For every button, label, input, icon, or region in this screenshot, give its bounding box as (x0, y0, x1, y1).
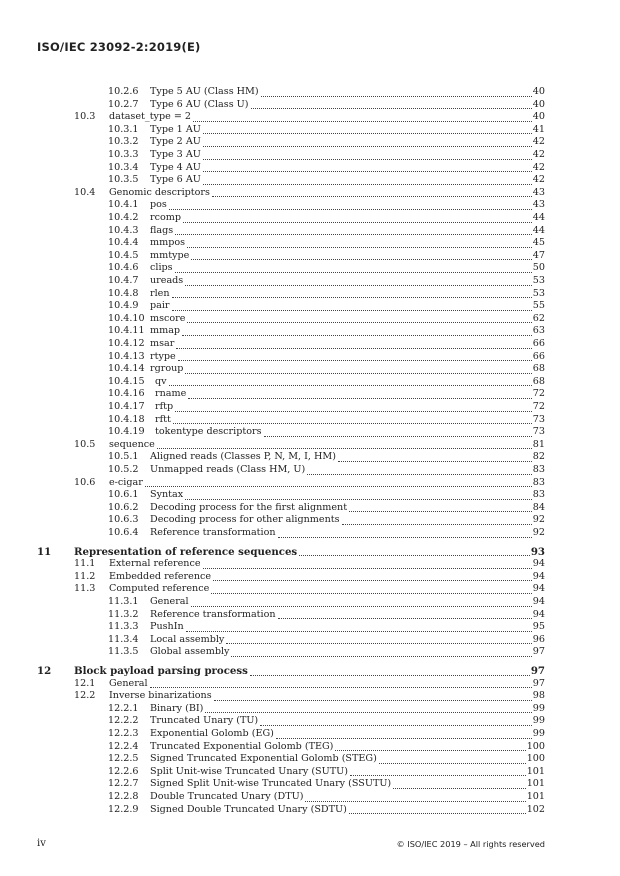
toc-entry-page: 92 (532, 527, 545, 538)
dot-leader (182, 335, 532, 336)
dot-leader (214, 700, 532, 701)
toc-entry-page: 83 (532, 489, 545, 501)
toc-entry-page: 41 (532, 123, 545, 135)
dot-leader (261, 96, 532, 97)
toc-entry-page: 68 (532, 375, 545, 387)
toc-entry-number: 10.4.7 (108, 275, 139, 286)
toc-entry-title: mmtype (150, 249, 190, 261)
toc-entry-title: Reference transformation (150, 527, 276, 538)
toc-entry-page: 44 (532, 212, 545, 223)
dot-leader (203, 159, 532, 160)
dot-leader (203, 133, 532, 134)
toc-entry-number: 12.2.3 (108, 728, 139, 739)
toc-entry-title: Global assembly (150, 646, 230, 658)
toc-entry[interactable] (0, 187, 620, 200)
toc-entry[interactable] (0, 703, 620, 716)
toc-entry-page: 72 (532, 401, 545, 412)
toc-entry[interactable] (0, 571, 620, 584)
toc-entry-number: 11.3.5 (108, 646, 139, 658)
toc-entry-number: 10.4 (74, 186, 96, 198)
toc-entry-number: 12.2.9 (108, 803, 139, 815)
toc-entry[interactable] (0, 99, 620, 112)
toc-entry[interactable] (0, 634, 620, 647)
toc-entry-page: 102 (526, 803, 545, 815)
toc-entry[interactable] (0, 162, 620, 175)
toc-entry-page: 101 (526, 778, 545, 790)
toc-entry-number: 10.2.7 (108, 98, 139, 110)
toc-entry-page: 42 (532, 149, 545, 160)
toc-entry-number: 10.4.17 (108, 401, 145, 412)
toc-entry[interactable] (0, 715, 620, 728)
document-header: ISO/IEC 23092-2:2019(E) (37, 40, 201, 54)
toc-entry-title: rftp (155, 401, 174, 412)
toc-entry-title: General (109, 677, 148, 689)
dot-leader (187, 322, 531, 323)
toc-entry[interactable] (0, 690, 620, 703)
dot-leader (349, 511, 532, 512)
toc-entry-page: 96 (532, 633, 545, 645)
toc-entry-number: 12.2.2 (108, 715, 139, 727)
toc-entry-title: dataset_type = 2 (109, 111, 192, 123)
toc-entry-number: 10.4.5 (108, 249, 139, 261)
toc-entry-title: Type 5 AU (Class HM) (150, 86, 259, 97)
toc-entry[interactable] (0, 527, 620, 540)
toc-entry-title: rtype (150, 350, 176, 362)
toc-entry[interactable] (0, 464, 620, 477)
toc-entry-title: PushIn (150, 621, 184, 633)
toc-entry-number: 10.4.11 (108, 325, 145, 337)
toc-entry-page: 83 (532, 464, 545, 475)
toc-entry-title: Double Truncated Unary (DTU) (150, 791, 304, 802)
dot-leader (276, 738, 532, 739)
toc-entry[interactable] (0, 791, 620, 804)
toc-entry-page: 94 (532, 558, 545, 570)
toc-entry-page: 42 (532, 161, 545, 173)
dot-leader (178, 360, 532, 361)
toc-entry[interactable] (0, 149, 620, 162)
dot-leader (185, 285, 532, 286)
dot-leader (172, 297, 532, 298)
toc-entry-number: 12.2.6 (108, 765, 139, 777)
toc-entry-number: 10.4.19 (108, 426, 145, 438)
dot-leader (299, 555, 530, 556)
toc-entry-page: 62 (532, 312, 545, 324)
toc-entry-number: 10.3 (74, 111, 96, 123)
copyright-notice: © ISO/IEC 2019 – All rights reserved (396, 839, 545, 849)
dot-leader (173, 423, 532, 424)
toc-entry-page: 40 (532, 111, 545, 123)
toc-entry-page: 66 (532, 338, 545, 349)
toc-entry-page: 98 (532, 690, 545, 702)
toc-entry-title: Type 2 AU (150, 136, 201, 148)
toc-entry[interactable] (0, 288, 620, 301)
toc-entry-title: Signed Truncated Exponential Golomb (STEG) (150, 753, 377, 765)
toc-entry-page: 82 (532, 451, 545, 463)
toc-entry-page: 81 (532, 438, 545, 450)
toc-entry-number: 11 (37, 545, 52, 558)
toc-entry-page: 43 (532, 199, 545, 211)
toc-entry-page: 97 (530, 665, 545, 677)
toc-entry[interactable] (0, 363, 620, 376)
toc-entry-number: 10.5.1 (108, 451, 139, 463)
toc-entry[interactable] (0, 546, 620, 559)
toc-entry-page: 92 (532, 514, 545, 526)
toc-entry[interactable] (0, 596, 620, 609)
dot-leader (250, 675, 530, 676)
dot-leader (175, 411, 532, 412)
toc-entry-title: rgroup (150, 363, 184, 375)
toc-entry-page: 40 (532, 98, 545, 110)
toc-entry[interactable] (0, 300, 620, 313)
toc-entry[interactable] (0, 111, 620, 124)
toc-entry-number: 10.4.8 (108, 287, 139, 299)
toc-entry[interactable] (0, 489, 620, 502)
toc-entry-number: 10.3.1 (108, 123, 139, 135)
toc-entry-number: 10.4.3 (108, 224, 139, 236)
dot-leader (212, 196, 532, 197)
dot-leader (260, 725, 532, 726)
toc-entry[interactable] (0, 753, 620, 766)
toc-entry-number: 10.2.6 (108, 86, 139, 97)
toc-entry-number: 10.3.4 (108, 161, 139, 173)
dot-leader (172, 310, 532, 311)
toc-entry-page: 99 (532, 715, 545, 727)
toc-entry-number: 10.5.2 (108, 464, 139, 475)
toc-entry[interactable] (0, 646, 620, 659)
toc-entry-title: qv (155, 375, 167, 387)
toc-entry[interactable] (0, 621, 620, 634)
dot-leader (175, 272, 532, 273)
toc-entry-title: Type 4 AU (150, 161, 201, 173)
toc-entry-title: rname (155, 388, 187, 400)
toc-entry-number: 10.4.12 (108, 338, 145, 349)
toc-entry[interactable] (0, 778, 620, 791)
toc-entry-title: Split Unit-wise Truncated Unary (SUTU) (150, 765, 348, 777)
dot-leader (187, 247, 532, 248)
toc-entry-page: 42 (532, 174, 545, 186)
toc-entry[interactable] (0, 741, 620, 754)
toc-entry-page: 93 (530, 545, 545, 558)
toc-entry-page: 97 (532, 646, 545, 658)
dot-leader (185, 373, 531, 374)
toc-entry-number: 10.6 (74, 476, 96, 488)
toc-entry-title: Embedded reference (109, 570, 212, 582)
toc-entry-page: 73 (532, 413, 545, 425)
toc-entry[interactable] (0, 583, 620, 596)
toc-entry-title: tokentype descriptors (155, 426, 262, 438)
toc-entry-title: Unmapped reads (Class HM, U) (150, 464, 306, 475)
toc-entry-number: 10.4.10 (108, 312, 145, 324)
toc-entry-title: Type 6 AU (150, 174, 201, 186)
toc-entry-title: Genomic descriptors (109, 186, 210, 198)
dot-leader (264, 436, 532, 437)
toc-entry-title: mmap (150, 325, 181, 337)
toc-entry-title: pos (150, 199, 167, 211)
toc-entry-page: 99 (532, 728, 545, 739)
toc-entry-page: 45 (532, 237, 545, 249)
toc-entry-number: 11.3.2 (108, 608, 139, 620)
toc-entry-page: 100 (526, 740, 545, 752)
toc-entry-title: Decoding process for the first alignment (150, 501, 348, 513)
dot-leader (335, 750, 525, 751)
toc-entry[interactable] (0, 338, 620, 351)
dot-leader (251, 108, 532, 109)
dot-leader (307, 474, 532, 475)
toc-entry[interactable] (0, 426, 620, 439)
toc-entry-page: 53 (532, 287, 545, 299)
toc-entry-title: Type 3 AU (150, 149, 201, 160)
dot-leader (231, 656, 531, 657)
toc-entry-page: 94 (532, 570, 545, 582)
dot-leader (203, 171, 532, 172)
dot-leader (278, 618, 532, 619)
toc-entry-title: Aligned reads (Classes P, N, M, I, HM) (150, 451, 336, 463)
dot-leader (191, 606, 532, 607)
toc-entry-number: 10.3.5 (108, 174, 139, 186)
toc-entry-page: 73 (532, 426, 545, 438)
toc-entry-page: 95 (532, 621, 545, 633)
toc-entry-page: 55 (532, 300, 545, 312)
toc-entry-number: 12.2.8 (108, 791, 139, 802)
toc-entry-title: Type 6 AU (Class U) (150, 98, 249, 110)
toc-entry-title: Local assembly (150, 633, 225, 645)
toc-entry[interactable] (0, 678, 620, 691)
toc-entry-number: 12.2.5 (108, 753, 139, 765)
toc-entry[interactable] (0, 199, 620, 212)
dot-leader (203, 568, 532, 569)
toc-entry-number: 10.6.1 (108, 489, 139, 501)
toc-entry-title: External reference (109, 558, 201, 570)
dot-leader (145, 486, 532, 487)
toc-entry-number: 10.3.2 (108, 136, 139, 148)
toc-entry-page: 100 (526, 753, 545, 765)
dot-leader (393, 788, 526, 789)
dot-leader (169, 385, 532, 386)
toc-entry-title: Binary (BI) (150, 702, 204, 714)
dot-leader (150, 687, 532, 688)
toc-entry-number: 11.3.4 (108, 633, 139, 645)
toc-entry-title: Inverse binarizations (109, 690, 212, 702)
toc-entry-number: 11.2 (74, 570, 96, 582)
dot-leader (205, 712, 531, 713)
toc-entry-number: 12.2 (74, 690, 96, 702)
toc-entry[interactable] (0, 124, 620, 137)
toc-entry-number: 11.3.3 (108, 621, 139, 633)
dot-leader (157, 448, 532, 449)
toc-entry[interactable] (0, 262, 620, 275)
toc-entry[interactable] (0, 376, 620, 389)
dot-leader (338, 461, 532, 462)
toc-entry[interactable] (0, 136, 620, 149)
toc-entry-page: 44 (532, 224, 545, 236)
toc-entry-title: rcomp (150, 212, 181, 223)
toc-entry-number: 11.1 (74, 558, 96, 570)
toc-entry[interactable] (0, 351, 620, 364)
toc-entry-page: 68 (532, 363, 545, 375)
dot-leader (191, 259, 531, 260)
toc-entry[interactable] (0, 275, 620, 288)
dot-leader (278, 537, 532, 538)
toc-entry-page: 99 (532, 702, 545, 714)
toc-entry-title: Truncated Exponential Golomb (TEG) (150, 740, 334, 752)
toc-entry[interactable] (0, 86, 620, 99)
toc-entry-number: 10.5 (74, 438, 96, 450)
toc-entry-page: 50 (532, 262, 545, 274)
toc-entry-number: 11.3 (74, 583, 96, 595)
toc-entry-number: 12.2.7 (108, 778, 139, 790)
dot-leader (175, 234, 532, 235)
toc-entry-number: 10.4.1 (108, 199, 139, 211)
toc-entry[interactable] (0, 174, 620, 187)
toc-entry-title: mscore (150, 312, 186, 324)
toc-entry-number: 11.3.1 (108, 596, 139, 607)
toc-entry-page: 42 (532, 136, 545, 148)
toc-entry-number: 10.4.2 (108, 212, 139, 223)
toc-entry-title: clips (150, 262, 173, 274)
toc-entry-title: pair (150, 300, 170, 312)
toc-entry[interactable] (0, 804, 620, 817)
toc-entry[interactable] (0, 225, 620, 238)
toc-entry-page: 47 (532, 249, 545, 261)
dot-leader (176, 348, 531, 349)
toc-entry-title: mmpos (150, 237, 186, 249)
toc-entry-number: 10.4.18 (108, 413, 145, 425)
dot-leader (193, 121, 532, 122)
toc-entry-title: Signed Double Truncated Unary (SDTU) (150, 803, 347, 815)
dot-leader (185, 499, 532, 500)
toc-entry-number: 12.2.4 (108, 740, 139, 752)
toc-entry[interactable] (0, 514, 620, 527)
toc-entry[interactable] (0, 477, 620, 490)
toc-entry-number: 10.4.9 (108, 300, 139, 312)
toc-entry-title: e-cigar (109, 476, 143, 488)
toc-entry-title: Type 1 AU (150, 123, 201, 135)
toc-entry-page: 94 (532, 596, 545, 607)
dot-leader (188, 398, 532, 399)
toc-entry-title: Decoding process for other alignments (150, 514, 340, 526)
toc-entry[interactable] (0, 212, 620, 225)
dot-leader (379, 763, 526, 764)
toc-entry-title: Computed reference (109, 583, 210, 595)
toc-entry-page: 101 (526, 791, 545, 802)
toc-entry-number: 10.4.15 (108, 375, 145, 387)
toc-entry-page: 43 (532, 186, 545, 198)
toc-entry-page: 94 (532, 608, 545, 620)
toc-entry[interactable] (0, 237, 620, 250)
toc-entry-title: msar (150, 338, 175, 349)
dot-leader (203, 184, 532, 185)
toc-entry[interactable] (0, 325, 620, 338)
toc-entry[interactable] (0, 502, 620, 515)
toc-entry[interactable] (0, 414, 620, 427)
toc-entry-title: Representation of reference sequences (74, 545, 298, 558)
toc-entry-page: 66 (532, 350, 545, 362)
toc-entry[interactable] (0, 451, 620, 464)
toc-entry[interactable] (0, 665, 620, 678)
toc-entry-number: 10.6.3 (108, 514, 139, 526)
toc-entry[interactable] (0, 558, 620, 571)
dot-leader (349, 813, 526, 814)
toc-entry-number: 10.4.4 (108, 237, 139, 249)
dot-leader (186, 631, 532, 632)
toc-entry[interactable] (0, 313, 620, 326)
toc-entry-title: rlen (150, 287, 170, 299)
dot-leader (213, 580, 532, 581)
toc-entry-page: 63 (532, 325, 545, 337)
toc-entry-number: 10.4.14 (108, 363, 145, 375)
toc-entry-number: 10.6.4 (108, 527, 139, 538)
toc-entry-number: 10.4.16 (108, 388, 145, 400)
toc-entry[interactable] (0, 250, 620, 263)
toc-entry-title: General (150, 596, 189, 607)
dot-leader (342, 524, 532, 525)
toc-entry[interactable] (0, 728, 620, 741)
dot-leader (203, 146, 532, 147)
toc-entry[interactable] (0, 609, 620, 622)
toc-entry-number: 12.1 (74, 677, 96, 689)
dot-leader (350, 775, 526, 776)
toc-entry-page: 40 (532, 86, 545, 97)
toc-entry-title: Exponential Golomb (EG) (150, 728, 274, 739)
toc-entry-page: 72 (532, 388, 545, 400)
dot-leader (211, 593, 532, 594)
toc-entry[interactable] (0, 401, 620, 414)
toc-entry-title: rftt (155, 413, 171, 425)
toc-entry-title: ureads (150, 275, 184, 286)
toc-entry-number: 10.4.13 (108, 350, 145, 362)
dot-leader (226, 643, 531, 644)
dot-leader (169, 209, 532, 210)
toc-entry-page: 84 (532, 501, 545, 513)
toc-entry-page: 97 (532, 677, 545, 689)
toc-entry-number: 12 (37, 665, 52, 677)
toc-entry-title: Block payload parsing process (74, 665, 248, 677)
toc-entry-title: Signed Split Unit-wise Truncated Unary (SSUTU) (150, 778, 392, 790)
toc-entry-title: Reference transformation (150, 608, 276, 620)
toc-entry-title: Syntax (150, 489, 184, 501)
toc-entry-page: 83 (532, 476, 545, 488)
toc-entry-page: 53 (532, 275, 545, 286)
dot-leader (183, 222, 532, 223)
toc-entry-number: 10.4.6 (108, 262, 139, 274)
toc-entry-title: flags (150, 224, 174, 236)
toc-entry-page: 101 (526, 765, 545, 777)
toc-entry-number: 12.2.1 (108, 702, 139, 714)
toc-entry-number: 10.3.3 (108, 149, 139, 160)
toc-entry[interactable] (0, 388, 620, 401)
dot-leader (305, 801, 525, 802)
toc-entry[interactable] (0, 766, 620, 779)
toc-entry-title: sequence (109, 438, 155, 450)
toc-entry-page: 94 (532, 583, 545, 595)
page-number: iv (37, 838, 46, 849)
toc-entry-number: 10.6.2 (108, 501, 139, 513)
toc-entry[interactable] (0, 439, 620, 452)
toc-entry-title: Truncated Unary (TU) (150, 715, 259, 727)
